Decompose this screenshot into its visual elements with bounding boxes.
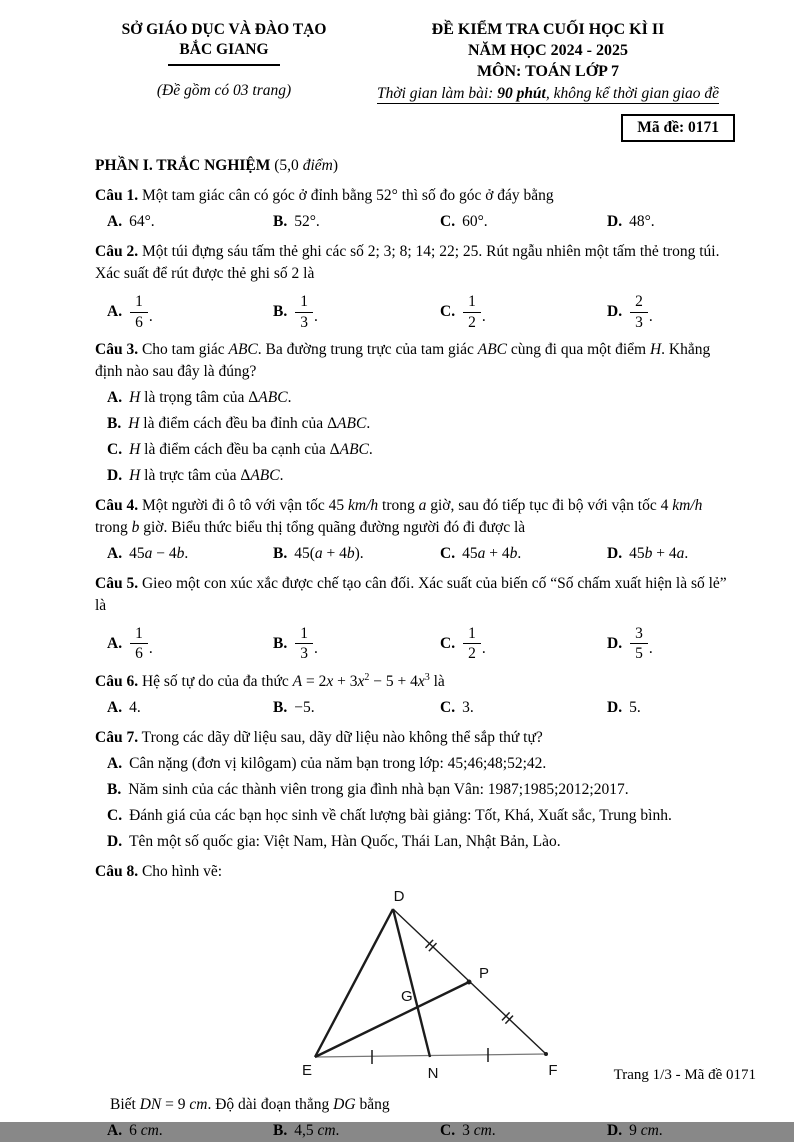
fraction bbox=[630, 625, 648, 663]
option-text: 3 cm. bbox=[462, 1121, 496, 1139]
median-DN bbox=[393, 909, 430, 1057]
question-2-option-d bbox=[607, 293, 737, 331]
subject-line: MÔN: TOÁN LỚP 7 bbox=[476, 62, 620, 80]
option-letter: A. bbox=[107, 698, 123, 716]
fraction-denominator: 2 bbox=[468, 313, 476, 331]
fraction-numerator: 2 bbox=[630, 293, 648, 312]
option-letter: B. bbox=[273, 213, 288, 231]
question-5-options bbox=[95, 625, 737, 663]
question-7-option-d bbox=[95, 831, 737, 853]
option-suffix: . bbox=[148, 639, 153, 657]
option-suffix: . bbox=[648, 639, 653, 657]
question-1-option-c bbox=[440, 211, 607, 233]
triangle-figure-svg bbox=[295, 885, 610, 1087]
question-2-option-b bbox=[273, 293, 440, 331]
option-text: Đánh giá của các bạn học sinh về chất lượng bài giảng: Tốt, Khá, Xuất sắc, Trung bình. bbox=[129, 806, 672, 824]
question-1-option-a bbox=[107, 211, 273, 233]
option-letter: A. bbox=[107, 545, 123, 563]
option-text: 60°. bbox=[462, 213, 488, 231]
option-text: 45a − 4b. bbox=[129, 545, 189, 563]
vertex-label-F: F bbox=[548, 1061, 558, 1079]
option-suffix: . bbox=[148, 308, 153, 326]
option-letter: C. bbox=[440, 634, 456, 652]
question-7-option-b bbox=[95, 779, 737, 801]
fraction bbox=[130, 625, 148, 663]
question-7 bbox=[95, 727, 737, 853]
option-letter: A. bbox=[107, 213, 123, 231]
option-text: 3. bbox=[462, 698, 474, 716]
option-letter: A. bbox=[107, 389, 123, 407]
header-left bbox=[95, 20, 353, 102]
option-text: 45b + 4a. bbox=[629, 545, 689, 563]
option-text: 45a + 4b. bbox=[462, 545, 522, 563]
fraction-denominator: 6 bbox=[135, 313, 143, 331]
vertex-label-G: G bbox=[401, 987, 413, 1005]
fraction-denominator: 2 bbox=[468, 645, 476, 663]
question-4-stem: Câu 4. Một người đi ô tô với vận tốc 45 km/h trong a giờ, sau đó tiếp tục đi bộ với vận tốc 4 km/h trong b giờ. Biểu thức biểu thị tổng quãng đường người đó đi được là bbox=[95, 497, 703, 537]
question-3 bbox=[95, 339, 737, 487]
option-text: Cân nặng (đơn vị kilôgam) của năm bạn trong lớp: 45;46;48;52;42. bbox=[129, 754, 547, 772]
option-suffix: . bbox=[481, 639, 486, 657]
question-8-stem: Câu 8. Cho hình vẽ: bbox=[95, 862, 223, 880]
province-name: BẮC GIANG bbox=[179, 41, 269, 59]
option-text: H là điểm cách đều ba cạnh của ΔABC. bbox=[129, 441, 373, 459]
time-limit-text: Thời gian làm bài: 90 phút, không kể thời gian giao đề bbox=[376, 85, 720, 103]
option-text: 48°. bbox=[629, 213, 655, 231]
question-2-stem: Câu 2. Một túi đựng sáu tấm thẻ ghi các số 2; 3; 8; 14; 22; 25. Rút ngẫu nhiên một tấm thẻ trong túi. Xác suất để rút được thẻ ghi số 2 là bbox=[95, 243, 720, 283]
median-EP bbox=[315, 982, 469, 1057]
question-6-options bbox=[95, 697, 737, 719]
question-3-stem: Câu 3. Cho tam giác ABC. Ba đường trung trực của tam giác ABC cùng đi qua một điểm H. Khẳng định nào sau đây là đúng? bbox=[95, 341, 711, 381]
fraction bbox=[630, 293, 648, 331]
question-5-stem: Câu 5. Gieo một con xúc xắc được chế tạo cân đối. Xác suất của biến cố “Số chấm xuất hiện là số lẻ” là bbox=[95, 575, 727, 615]
option-text: 4. bbox=[129, 698, 141, 716]
option-suffix: . bbox=[648, 308, 653, 326]
option-letter: A. bbox=[107, 303, 123, 321]
question-4 bbox=[95, 495, 737, 565]
question-1-stem: Câu 1. Một tam giác cân có góc ở đỉnh bằng 52° thì số đo góc ở đáy bằng bbox=[95, 187, 554, 205]
question-6-option-d bbox=[607, 697, 737, 719]
question-6-stem: Câu 6. Hệ số tự do của đa thức $A = 2x + 3x^2 - 5 + 4x^3$ là bbox=[95, 671, 445, 690]
fraction-denominator: 3 bbox=[635, 313, 643, 331]
option-text: 52°. bbox=[294, 213, 320, 231]
question-1-option-b bbox=[273, 211, 440, 233]
question-1 bbox=[95, 185, 737, 233]
header-right bbox=[359, 20, 737, 105]
fraction-numerator: 1 bbox=[130, 625, 148, 644]
option-text: −5. bbox=[294, 698, 315, 716]
page-footer: Trang 1/3 - Mã đề 0171 bbox=[613, 1066, 756, 1083]
question-4-option-c bbox=[440, 543, 607, 565]
option-letter: C. bbox=[440, 1121, 456, 1139]
question-2 bbox=[95, 241, 737, 331]
question-4-options bbox=[95, 543, 737, 565]
option-letter: B. bbox=[273, 303, 288, 321]
option-letter: C. bbox=[440, 303, 456, 321]
option-text: 9 cm. bbox=[629, 1121, 663, 1139]
fraction bbox=[295, 293, 313, 331]
school-year: NĂM HỌC 2024 - 2025 bbox=[468, 41, 628, 59]
option-text: 45(a + 4b). bbox=[294, 545, 364, 563]
option-text: H là trực tâm của ΔABC. bbox=[129, 467, 284, 485]
fraction-denominator: 3 bbox=[300, 645, 308, 663]
question-5-option-c bbox=[440, 625, 607, 663]
question-3-option-d bbox=[95, 465, 737, 487]
option-letter: C. bbox=[107, 441, 123, 459]
option-text: H là điểm cách đều ba đỉnh của ΔABC. bbox=[128, 415, 371, 433]
option-letter: A. bbox=[107, 754, 123, 772]
fraction-numerator: 1 bbox=[463, 625, 481, 644]
page-count-note: (Đề gồm có 03 trang) bbox=[156, 82, 292, 100]
question-1-option-d bbox=[607, 211, 737, 233]
question-6-option-b bbox=[273, 697, 440, 719]
question-6 bbox=[95, 671, 737, 719]
section-title: PHẦN I. TRẮC NGHIỆM (5,0 điểm) bbox=[95, 157, 338, 175]
option-text: 4,5 cm. bbox=[294, 1121, 340, 1139]
option-letter: C. bbox=[440, 545, 456, 563]
exam-title: ĐỀ KIỂM TRA CUỐI HỌC KÌ II bbox=[431, 21, 665, 38]
question-6-option-c bbox=[440, 697, 607, 719]
issuing-authority: SỞ GIÁO DỤC VÀ ĐÀO TẠO bbox=[121, 21, 327, 38]
question-8-options bbox=[95, 1120, 737, 1142]
question-2-option-a bbox=[107, 293, 273, 331]
question-7-stem: Câu 7. Trong các dãy dữ liệu sau, dãy dữ liệu nào không thể sắp thứ tự? bbox=[95, 728, 543, 746]
option-letter: D. bbox=[607, 303, 623, 321]
option-letter: B. bbox=[273, 545, 288, 563]
question-8-figure bbox=[295, 885, 610, 1094]
option-text: 6 cm. bbox=[129, 1121, 163, 1139]
fraction-denominator: 3 bbox=[300, 313, 308, 331]
fraction-numerator: 1 bbox=[130, 293, 148, 312]
question-5-option-a bbox=[107, 625, 273, 663]
option-letter: D. bbox=[107, 832, 123, 850]
exam-code-box bbox=[621, 114, 735, 142]
option-text: Tên một số quốc gia: Việt Nam, Hàn Quốc, Thái Lan, Nhật Bản, Lào. bbox=[129, 832, 561, 850]
exam-header bbox=[95, 20, 737, 105]
fraction-numerator: 1 bbox=[295, 625, 313, 644]
fraction-denominator: 6 bbox=[135, 645, 143, 663]
option-letter: D. bbox=[107, 467, 123, 485]
option-letter: D. bbox=[607, 634, 623, 652]
vertex-label-E: E bbox=[301, 1061, 313, 1079]
option-letter: D. bbox=[607, 1121, 623, 1139]
vertex-label-N: N bbox=[427, 1064, 439, 1082]
fraction-numerator: 3 bbox=[630, 625, 648, 644]
option-letter: B. bbox=[273, 698, 288, 716]
option-letter: C. bbox=[440, 698, 456, 716]
question-5-option-d bbox=[607, 625, 737, 663]
question-6-option-a bbox=[107, 697, 273, 719]
option-letter: B. bbox=[273, 1121, 288, 1139]
option-letter: D. bbox=[607, 545, 623, 563]
exam-code-label: Mã đề: 0171 bbox=[637, 119, 719, 137]
fraction-numerator: 1 bbox=[295, 293, 313, 312]
fraction-denominator: 5 bbox=[635, 645, 643, 663]
vertex-label-D: D bbox=[393, 887, 405, 905]
question-8 bbox=[95, 861, 737, 1142]
question-3-option-c bbox=[95, 439, 737, 461]
question-2-options bbox=[95, 293, 737, 331]
header-left-rule bbox=[168, 64, 280, 66]
question-7-option-a bbox=[95, 753, 737, 775]
question-8-caption: Biết DN = 9 cm. Độ dài đoạn thẳng DG bằng bbox=[110, 1095, 390, 1113]
fraction bbox=[130, 293, 148, 331]
question-4-option-d bbox=[607, 543, 737, 565]
option-text: 64°. bbox=[129, 213, 155, 231]
point-F bbox=[544, 1052, 548, 1056]
option-text: H là trọng tâm của ΔABC. bbox=[129, 389, 292, 407]
question-2-option-c bbox=[440, 293, 607, 331]
question-8-option-d bbox=[607, 1120, 737, 1142]
question-5-option-b bbox=[273, 625, 440, 663]
question-8-option-b bbox=[273, 1120, 440, 1142]
option-letter: D. bbox=[607, 213, 623, 231]
option-suffix: . bbox=[481, 308, 486, 326]
option-letter: C. bbox=[440, 213, 456, 231]
question-4-option-b bbox=[273, 543, 440, 565]
option-letter: B. bbox=[107, 415, 122, 433]
fraction bbox=[295, 625, 313, 663]
question-5 bbox=[95, 573, 737, 663]
fraction-numerator: 1 bbox=[463, 293, 481, 312]
vertex-label-P: P bbox=[479, 964, 490, 982]
segment-DE bbox=[315, 909, 393, 1057]
question-3-option-b bbox=[95, 413, 737, 435]
option-letter: B. bbox=[107, 780, 122, 798]
time-limit-line bbox=[359, 83, 737, 105]
option-text: Năm sinh của các thành viên trong gia đình nhà bạn Vân: 1987;1985;2012;2017. bbox=[128, 780, 629, 798]
question-1-options bbox=[95, 211, 737, 233]
question-4-option-a bbox=[107, 543, 273, 565]
option-letter: A. bbox=[107, 1121, 123, 1139]
option-text: 5. bbox=[629, 698, 641, 716]
question-8-option-a bbox=[107, 1120, 273, 1142]
fraction bbox=[463, 293, 481, 331]
option-letter: B. bbox=[273, 634, 288, 652]
option-suffix: . bbox=[313, 308, 318, 326]
fraction bbox=[463, 625, 481, 663]
question-8-option-c bbox=[440, 1120, 607, 1142]
option-letter: A. bbox=[107, 634, 123, 652]
point-P bbox=[467, 979, 472, 984]
option-suffix: . bbox=[313, 639, 318, 657]
option-letter: D. bbox=[607, 698, 623, 716]
question-3-option-a bbox=[95, 387, 737, 409]
option-letter: C. bbox=[107, 806, 123, 824]
question-7-option-c bbox=[95, 805, 737, 827]
